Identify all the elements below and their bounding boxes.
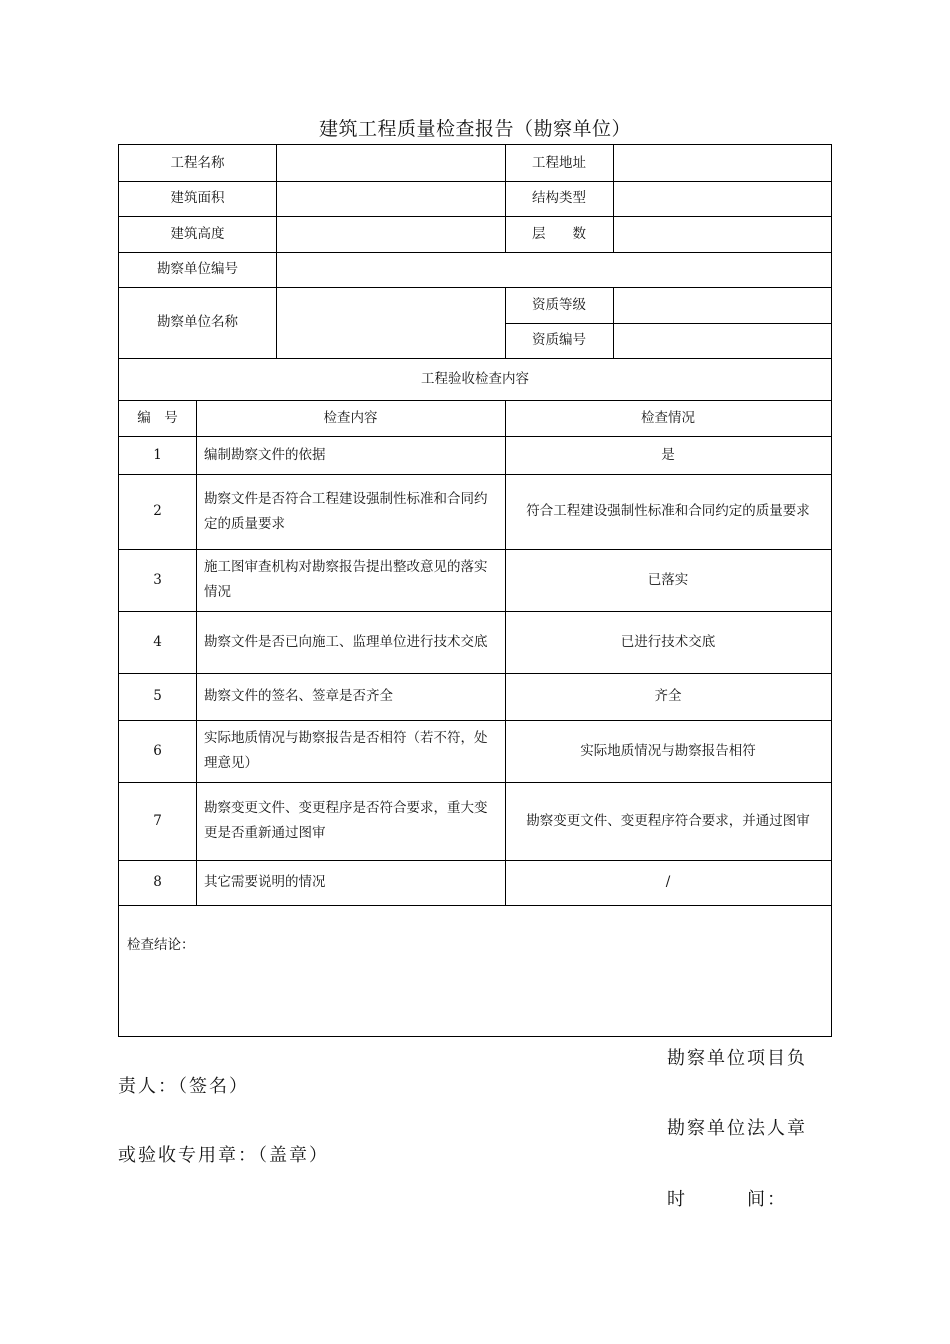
project-address-label: 工程地址 <box>532 154 586 171</box>
row-status: 已落实 <box>647 571 689 588</box>
signature-legal-seal-line2: 或验收专用章：（盖章） <box>118 1145 329 1166</box>
row-number: 1 <box>153 446 162 463</box>
row-content: 编制勘察文件的依据 <box>204 446 326 463</box>
row-status: 齐全 <box>654 688 682 704</box>
signature-project-lead-line1: 勘察单位项目负 <box>667 1048 807 1069</box>
page-title: 建筑工程质量检查报告（勘察单位） <box>318 118 631 140</box>
row-number: 3 <box>153 571 162 588</box>
col-header-status: 检查情况 <box>641 409 695 426</box>
col-header-number: 编 号 <box>137 409 178 426</box>
row-number: 7 <box>153 812 162 829</box>
row-content: 勘察变更文件、变更程序是否符合要求，重大变更是否重新通过图审 <box>204 800 488 841</box>
row-status: 是 <box>661 446 675 463</box>
building-area-label: 建筑面积 <box>170 190 225 206</box>
qualification-grade-label: 资质等级 <box>532 296 586 313</box>
building-height-label: 建筑高度 <box>170 225 225 242</box>
row-status: 勘察变更文件、变更程序符合要求，并通过图审 <box>526 812 810 829</box>
col-header-content: 检查内容 <box>323 409 378 426</box>
signature-project-lead-line2: 责人：（签名） <box>118 1076 249 1097</box>
project-name-label: 工程名称 <box>170 154 225 171</box>
survey-unit-code-label: 勘察单位编号 <box>157 261 238 277</box>
conclusion-label: 检查结论： <box>127 936 195 953</box>
signature-time-label: 时 间： <box>667 1189 787 1210</box>
row-status: 符合工程建设强制性标准和合同约定的质量要求 <box>526 503 810 519</box>
col-divider <box>276 145 277 287</box>
report-table <box>118 144 832 1037</box>
row-content: 勘察文件是否已向施工、监理单位进行技术交底 <box>204 633 488 650</box>
row-content: 其它需要说明的情况 <box>204 874 326 890</box>
row-content: 勘察文件的签名、签章是否齐全 <box>204 688 393 704</box>
qualification-number-label: 资质编号 <box>532 332 586 348</box>
row-divider <box>119 905 831 906</box>
row-number: 4 <box>153 633 162 650</box>
structure-type-label: 结构类型 <box>532 190 586 206</box>
row-number: 5 <box>153 688 162 704</box>
col-divider <box>613 145 614 252</box>
row-content: 勘察文件是否符合工程建设强制性标准和合同约定的质量要求 <box>204 490 488 532</box>
col-divider <box>276 287 277 358</box>
col-divider <box>613 287 614 358</box>
row-number: 2 <box>153 503 162 519</box>
row-number: 6 <box>153 742 162 759</box>
floors-label: 层 数 <box>532 225 586 242</box>
signature-legal-seal-line1: 勘察单位法人章 <box>667 1118 807 1139</box>
row-content: 施工图审查机构对勘察报告提出整改意见的落实情况 <box>204 559 488 600</box>
row-number: 8 <box>153 874 162 890</box>
inspection-section-title: 工程验收检查内容 <box>421 370 529 387</box>
row-content: 实际地质情况与勘察报告是否相符（若不符，处理意见） <box>204 730 488 771</box>
row-status: 实际地质情况与勘察报告相符 <box>580 742 756 759</box>
survey-unit-name-label: 勘察单位名称 <box>157 314 238 330</box>
row-status: 已进行技术交底 <box>620 633 716 650</box>
row-status: / <box>665 874 671 890</box>
